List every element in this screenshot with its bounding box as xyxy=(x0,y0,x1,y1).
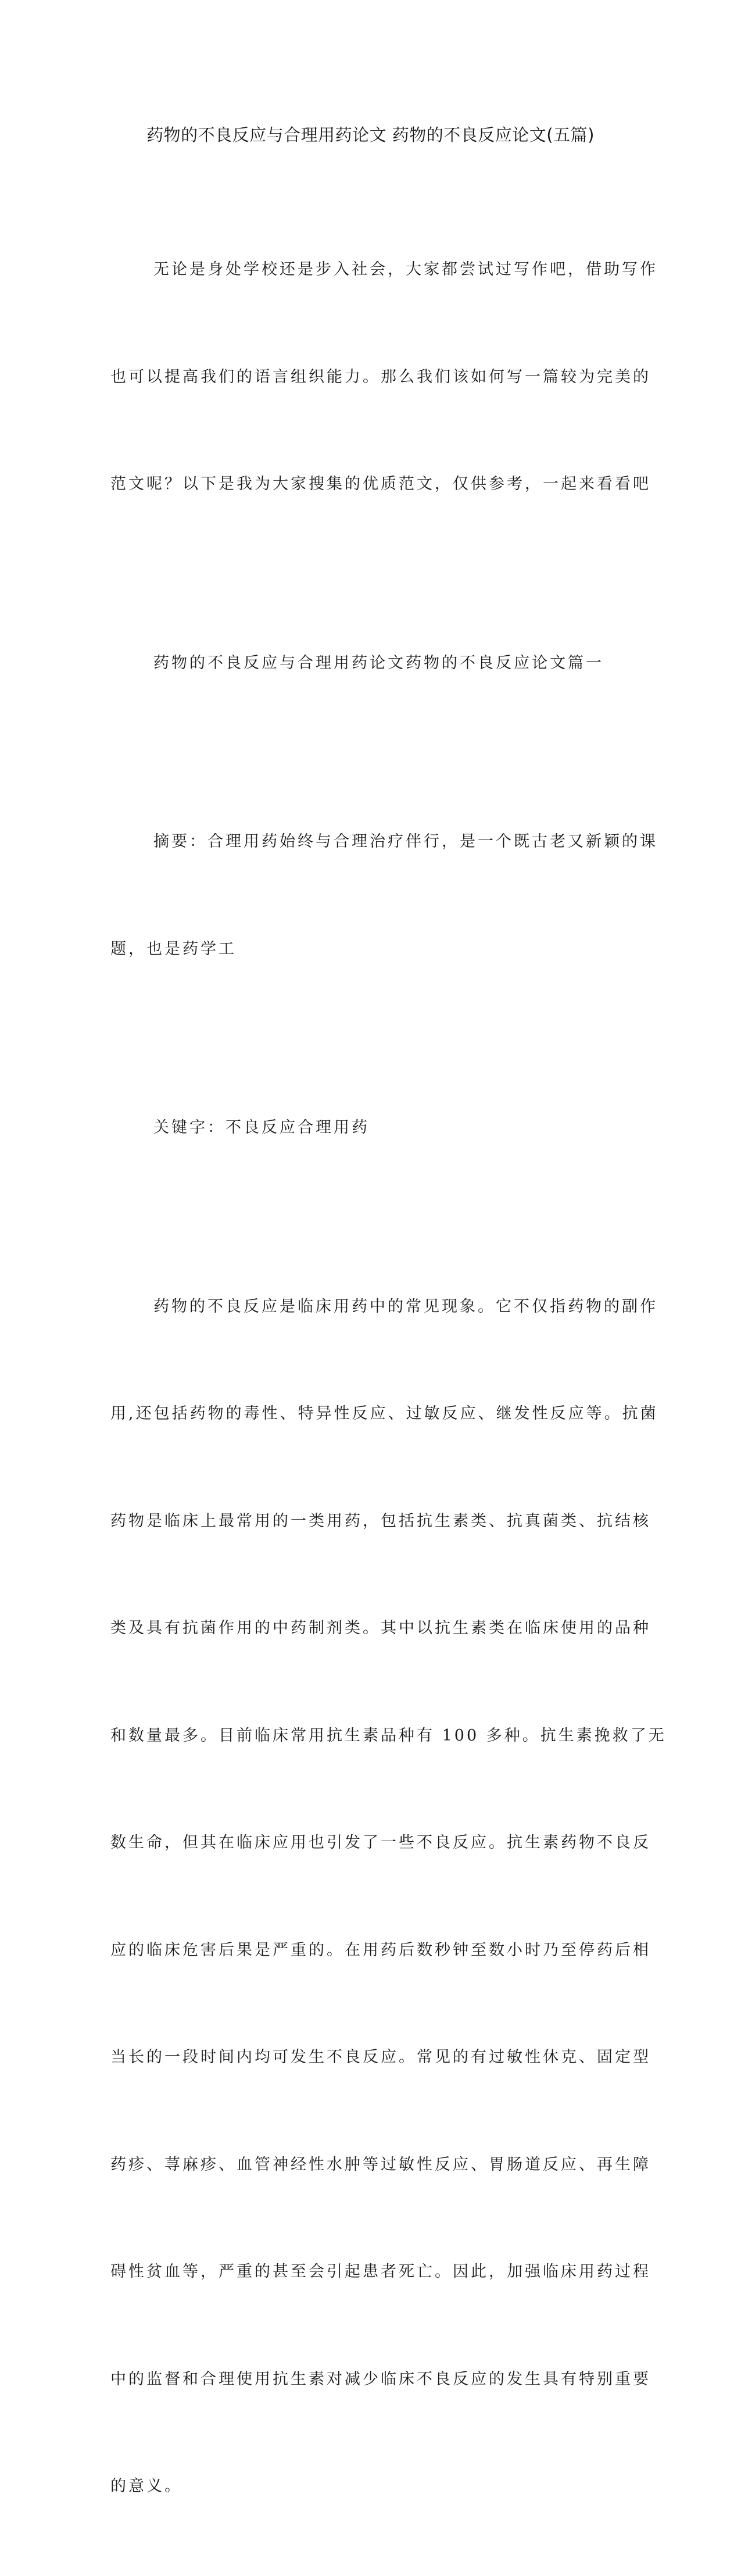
body-paragraph xyxy=(110,1217,667,2576)
document-body xyxy=(110,180,667,2576)
paragraph-line: 药疹、荨麻疹、血管神经性水肿等过敏性反应、胃肠道反应、再生障 xyxy=(110,2155,651,2174)
paragraph-line: 碍性贫血等，严重的甚至会引起患者死亡。因此，加强临床用药过程 xyxy=(110,2263,651,2281)
paragraph-line: 的意义。 xyxy=(110,2477,182,2495)
abstract-paragraph xyxy=(110,752,658,1038)
paragraph-line: 摘要：合理用药始终与合理治疗伴行，是一个既古老又新颖的课 xyxy=(153,833,658,851)
paragraph-line: 题，也是药学工 xyxy=(110,939,237,958)
paragraph-line: 数生命，但其在临床应用也引发了一些不良反应。抗生素药物不良反 xyxy=(110,1834,651,1852)
keywords-text: 关键字：不良反应合理用药 xyxy=(153,1119,370,1137)
keywords-paragraph xyxy=(110,1038,633,1217)
paragraph-line: 药物是临床上最常用的一类用药，包括抗生素类、抗真菌类、抗结核 xyxy=(110,1512,651,1530)
paragraph-line: 用,还包括药物的毒性、特异性反应、过敏反应、继发性反应等。抗菌 xyxy=(110,1405,658,1423)
paragraph-line: 当长的一段时间内均可发生不良反应。常见的有过敏性休克、固定型 xyxy=(110,2048,651,2066)
paragraph-line: 也可以提高我们的语言组织能力。那么我们该如何写一篇较为完美的 xyxy=(110,367,651,386)
document-title: 药物的不良反应与合理用药论文 药物的不良反应论文(五篇) xyxy=(146,125,595,145)
paragraph-line: 中的监督和合理使用抗生素对减少临床不良反应的发生具有特别重要 xyxy=(110,2370,651,2388)
section-heading xyxy=(110,574,633,753)
paragraph-line: 范文呢？以下是我为大家搜集的优质范文，仅供参考，一起来看看吧 xyxy=(110,475,651,493)
paragraph-line: 无论是身处学校还是步入社会，大家都尝试过写作吧，借助写作 xyxy=(153,260,658,278)
paragraph-line: 药物的不良反应是临床用药中的常见现象。它不仅指药物的副作 xyxy=(153,1297,658,1316)
section-heading-text: 药物的不良反应与合理用药论文药物的不良反应论文篇一 xyxy=(153,653,604,672)
paragraph-line: 和数量最多。目前临床常用抗生素品种有 100 多种。抗生素挽救了无 xyxy=(110,1726,667,1745)
paragraph-line: 应的临床危害后果是严重的。在用药后数秒钟至数小时乃至停药后相 xyxy=(110,1941,651,1959)
intro-paragraph xyxy=(110,180,658,574)
paragraph-line: 类及具有抗菌作用的中药制剂类。其中以抗生素类在临床使用的品种 xyxy=(110,1619,651,1637)
